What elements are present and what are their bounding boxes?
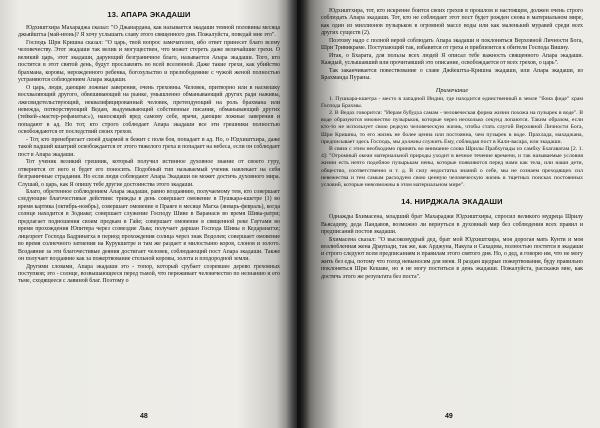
- note-paragraph: 1. Пушкара-кшетра - место в западной Индии, где находится единственный в земле "бона фиде" храм Господа Брахмы.: [321, 95, 583, 109]
- paragraph: Благо, обретенное соблюдением Апара экадаши, равно воздаянию, получаемому тем, кто совершает следующие благочестивые действия: трижды в день совершает омовение в Пушкара-кшетре (1) во время картика (октябрь-ноябрь), совершает омовение в Праяге в месяце Магха (январь-февраль), когда солнце находится в Зодиаке; совершает служение Господу Шиве в Варанаси во время Шива-ратри; предлагает подношения своим предкам в Гайе; совершает омовение в священной реке Гаутами во время прохождения Юпитера через созвездие Льва; получает даршан Господа Шивы в Кедаранатхе; лицезреет Господа Бадринатха в период прохождения солнца через знак Водолея; совершает омовение во время солнечного затмения на Курукшетре и там же раздает в милостыню коров, слонов и золото. Воздаяние за эти благочестивые деяния достигает человек, соблюдающий пост Апара экадаши. Также он получает воздаяние как за пожертвование стельной коровы, золота и плодородной земли.: [18, 188, 280, 263]
- chapter-heading-14: 14. НИРДЖАЛА ЭКАДАШИ: [401, 197, 503, 207]
- paragraph: О царь, люди, дающие ложные заверения, очень греховны. Человек, притворно или в насмешку восхваляющий другого, обвешивающий на рынке, умышленно обманывающий других ради наживы, лжесвидетельствующий, неквалифицированный человек, претендующий на роль брахмана или невежда, потворствующий Ведам, выдумывающий собственные писания, обманывающий других (тейкей-«мастер-рофанатыс»), наносящий вред самому себе, врачи, дающие ложные заверения и попадают в ад. Но тот, кто строго соблюдает Апара экадаши все эти грешники полностью освобождаются от последствий своих грехов.: [18, 84, 280, 136]
- paragraph: Юдхиштхира, тот, кто искренне боится своих грехов в прошлом и настоящем, должен очень строго соблюдать Апара экадаши. Тот, кто не соблюдает этот пост будет рожден снова в материальном мире, как один из миллионов пузырьков в огромной массе воды или как маленький муравей среди всех других существ (2).: [321, 8, 583, 37]
- note-paragraph: 2. В Ведах говорится: "Иерам бубудха самам - человеческая форма жизни похожа на пузырек в воде". В воде образуются множество пузырьков, которые через несколько секунд лопаются. Таким образом, если кто-то не использует свою редкую человеческую жизнь, чтобы стать слугой Верховной Личности Бога, Шри Кришны, то его жизнь не более ценна или постоянна, чем пузырек в воде. Прахлада, махаджана, предписывает здесь Господь, мы должны служить Ему, соблюдая пост в Кали-васара, или экадаши.: [321, 109, 583, 145]
- paragraph: Другими словами, Апара экадаши это - топор, который срубает созревшее дерево греховных поступков; это - солнце, возвышающееся перед тьмой, что переживает человечество по незнанию и его тьме, сходящееся с лавиной благ. Поэтому о: [18, 263, 280, 285]
- paragraph: Поэтому надо с полной верой соблюдать Апара экадаши и поклоняться Верховной Личности Бога, Шри Тривикраме. Поступающий так, избавится от греха и приблизится к обители Господа Вишну.: [321, 37, 583, 52]
- paragraph: - Тот, кто пренебрегает своей дхармой и бежит с поля боя, попадает в ад. Но, о Юдхиштхира, даже такой падший кшатрий освобождается от этого тяжелого греха и попадает на небеса, если он соблюдает пост в Апара экадаши.: [18, 136, 280, 158]
- notes-section: [321, 96, 583, 190]
- left-page: [0, 0, 297, 428]
- note-title: Примечание: [435, 86, 469, 94]
- paragraph: Однажды Бхимасена, младший брат Махараджи Юдхиштхиры, спросил великого мудреца Шрилу Вьясадеву, деда Пандавов, возможно ли вернуться в духовный мир без соблюдения всех правил и предписаний постов экадаши.: [321, 214, 583, 236]
- page-number: 48: [140, 413, 148, 420]
- paragraph: Юдхиштхира Махараджа сказал: "О Джанардана, как называется экадаши темной половины месяца джьяйштха (май-июнь)? Я хочу услышать славу этого священного дня. Пожалуйста, поведай мне это".: [18, 25, 280, 39]
- paragraph: Тот ученик великий грешник, который получил истинное духовное знание от своего гуру, отвернется от него и будет его поносить. Подобный тип называемый ученик навлекает на себя безграничные страдания. Но если люди соблюдают Апара Экадаши он может достичь духовного мира. Слушай, о царь, как Я опишу тебе другие достоинства этого экадаши.: [18, 159, 280, 188]
- paragraph: Бхимасена сказал: "О высокомудрый дед, брат мой Юдхиштхира, моя дорогая мать Кунти и моя возлюбленная жена Драупади, так же, как Арджуна, Накула и Сахадева, полностью постятся в экадаши и строго следуют всем предписаниям и правилам этого святого дня. Но, о дед, я говорю им, что не могу жить без еды, потому что голод невыносим для меня. Я раздам щедрые пожертвования, буду правильно поклоняться Шри Кешаве, но я не могу поститься в день экадаши. Пожалуйста, расскажи мне, как достичь этого же результата без поста".: [321, 236, 583, 280]
- right-page-content: [321, 8, 583, 281]
- left-page-content: [18, 8, 280, 286]
- paragraph: Итак, о Бхарата, для пользы всех людей Я описал тебе важность священного Апара экадаши. Каждый, услышавший или прочитавший это описание, освобождается от всех грехов, о царь".: [321, 52, 583, 67]
- chapter-heading-13: 13. АПАРА ЭКАДАШИ: [107, 10, 191, 19]
- page-number: 49: [445, 413, 453, 420]
- paragraph: Так заканчивается повествование о славе Джйештха-Кришна экадаши, или Апара экадаши, из Брахманда Пураны.: [321, 67, 583, 82]
- right-page: [297, 0, 600, 428]
- paragraph: Господь Шри Кришна сказал: "О царь, твой вопрос замечателен, ибо ответ принесет благо всему человечеству. Этот экадаши так велик и могуществен, что может стереть даже величайшие грехи. О великий царь, этот экадаши, дарующий безграничное благо, называется Апара экадаши. Того, кто постится в этот святой день, будут прославлять во всей вселенной. Даже такие грехи, как убийство брахмана, коровы, нерожденного ребенка, богохульство и прелюбодеяние с чужой женой полностью устраняются соблюдением Апара экадаши.: [18, 39, 280, 84]
- note-paragraph: В связи с этим необходимо принять во внимание слова Шрилы Прабхупады из самбху Бхагаватам [2. 1. 4]: "Огромный океан материальной природы уходит в вечное течение времени, и так называемые условия жизни есть нечто подобное пузырькам пены, которые появляются перед нами как тела, или наши дети, общество, соответственно и т. д. В силу недостатка знаний о себе, мы не сознаем преходящих сил невежества и тем самым расходуем свою ценную человеческую жизнь в тщетных поисках постоянных условий, которые невозможны в этом материальном мире".: [321, 145, 583, 188]
- book-gutter-shadow: [286, 0, 310, 428]
